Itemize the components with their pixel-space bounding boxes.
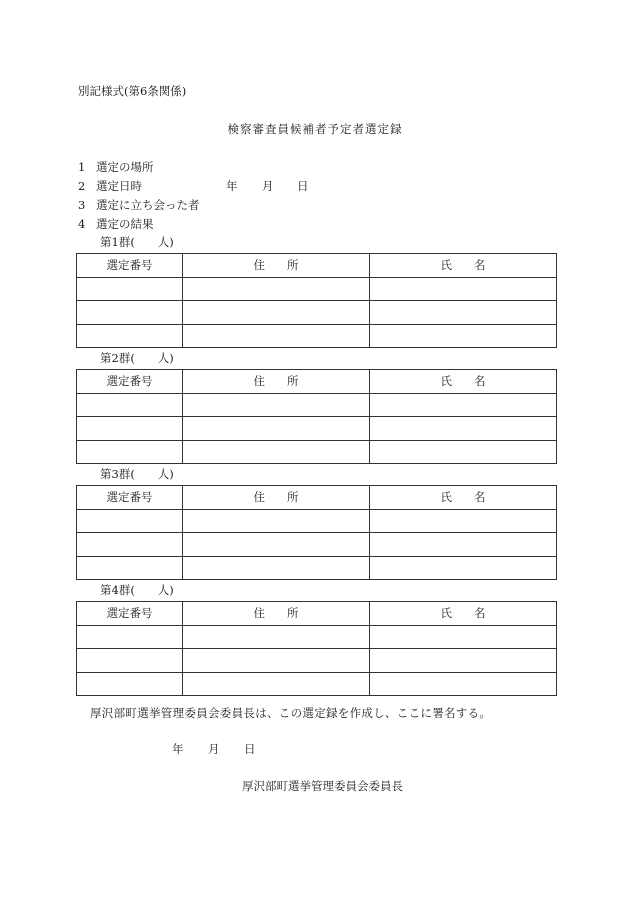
cell-name[interactable] — [370, 509, 557, 533]
cell-name[interactable] — [370, 440, 557, 464]
cell-name[interactable] — [370, 672, 557, 696]
header-name: 氏 名 — [370, 602, 557, 626]
item-3 — [78, 200, 200, 212]
cell-number[interactable] — [77, 393, 183, 417]
table-row — [77, 324, 557, 348]
cell-address[interactable] — [183, 672, 370, 696]
item-text: 選定に立ち会った者 — [96, 198, 200, 212]
header-address: 住 所 — [183, 486, 370, 510]
cell-number[interactable] — [77, 324, 183, 348]
document-title: 検察審査員候補者予定者選定録 — [227, 122, 403, 136]
group-2-table — [76, 369, 557, 464]
table-header-row — [77, 486, 557, 510]
cell-number[interactable] — [77, 417, 183, 441]
footer-date-day: 日 — [244, 742, 256, 756]
header-name: 氏 名 — [370, 486, 557, 510]
table-row — [77, 393, 557, 417]
group-2-label: 第2群( 人) — [100, 351, 174, 365]
group-1-label: 第1群( 人) — [100, 235, 174, 249]
cell-address[interactable] — [183, 301, 370, 325]
table-row — [77, 533, 557, 557]
table-row — [77, 556, 557, 580]
item-text: 選定日時 — [96, 179, 142, 193]
item-2 — [78, 181, 142, 193]
table-row — [77, 672, 557, 696]
cell-number[interactable] — [77, 533, 183, 557]
cell-name[interactable] — [370, 649, 557, 673]
group-4-table — [76, 601, 557, 696]
cell-number[interactable] — [77, 277, 183, 301]
table-row — [77, 277, 557, 301]
footer-statement: 厚沢部町選挙管理委員会委員長は、この選定録を作成し、ここに署名する。 — [90, 706, 492, 720]
table-header-row — [77, 370, 557, 394]
cell-address[interactable] — [183, 509, 370, 533]
cell-name[interactable] — [370, 393, 557, 417]
cell-number[interactable] — [77, 649, 183, 673]
item-number: 3 — [78, 198, 86, 212]
cell-address[interactable] — [183, 440, 370, 464]
cell-name[interactable] — [370, 324, 557, 348]
cell-address[interactable] — [183, 393, 370, 417]
group-1-table — [76, 253, 557, 348]
cell-name[interactable] — [370, 533, 557, 557]
table-row — [77, 509, 557, 533]
header-selection-number: 選定番号 — [77, 254, 183, 278]
item-number: 4 — [78, 217, 86, 231]
item-4 — [78, 219, 154, 231]
item-text: 選定の結果 — [96, 217, 154, 231]
table-row — [77, 649, 557, 673]
item-number: 1 — [78, 160, 86, 174]
selection-date-month: 月 — [262, 179, 274, 193]
cell-name[interactable] — [370, 277, 557, 301]
cell-number[interactable] — [77, 509, 183, 533]
header-address: 住 所 — [183, 370, 370, 394]
cell-address[interactable] — [183, 324, 370, 348]
footer-date-month: 月 — [208, 742, 220, 756]
cell-name[interactable] — [370, 301, 557, 325]
item-number: 2 — [78, 179, 86, 193]
table-header-row — [77, 602, 557, 626]
header-name: 氏 名 — [370, 254, 557, 278]
header-selection-number: 選定番号 — [77, 486, 183, 510]
item-text: 選定の場所 — [96, 160, 154, 174]
header-selection-number: 選定番号 — [77, 602, 183, 626]
form-label: 別記様式(第6条関係) — [78, 84, 187, 98]
table-row — [77, 417, 557, 441]
cell-number[interactable] — [77, 301, 183, 325]
cell-number[interactable] — [77, 556, 183, 580]
header-name: 氏 名 — [370, 370, 557, 394]
group-3-label: 第3群( 人) — [100, 467, 174, 481]
header-selection-number: 選定番号 — [77, 370, 183, 394]
selection-date-day: 日 — [297, 179, 309, 193]
cell-address[interactable] — [183, 649, 370, 673]
table-header-row — [77, 254, 557, 278]
selection-date-year: 年 — [226, 179, 238, 193]
cell-address[interactable] — [183, 533, 370, 557]
table-row — [77, 301, 557, 325]
cell-address[interactable] — [183, 277, 370, 301]
cell-number[interactable] — [77, 625, 183, 649]
footer-date-year: 年 — [172, 742, 184, 756]
table-row — [77, 440, 557, 464]
group-4-label: 第4群( 人) — [100, 583, 174, 597]
signatory-title: 厚沢部町選挙管理委員会委員長 — [242, 779, 403, 793]
cell-name[interactable] — [370, 417, 557, 441]
cell-number[interactable] — [77, 672, 183, 696]
table-row — [77, 625, 557, 649]
cell-number[interactable] — [77, 440, 183, 464]
header-address: 住 所 — [183, 254, 370, 278]
cell-address[interactable] — [183, 556, 370, 580]
cell-address[interactable] — [183, 417, 370, 441]
header-address: 住 所 — [183, 602, 370, 626]
cell-name[interactable] — [370, 625, 557, 649]
cell-address[interactable] — [183, 625, 370, 649]
group-3-table — [76, 485, 557, 580]
item-1 — [78, 162, 154, 174]
cell-name[interactable] — [370, 556, 557, 580]
